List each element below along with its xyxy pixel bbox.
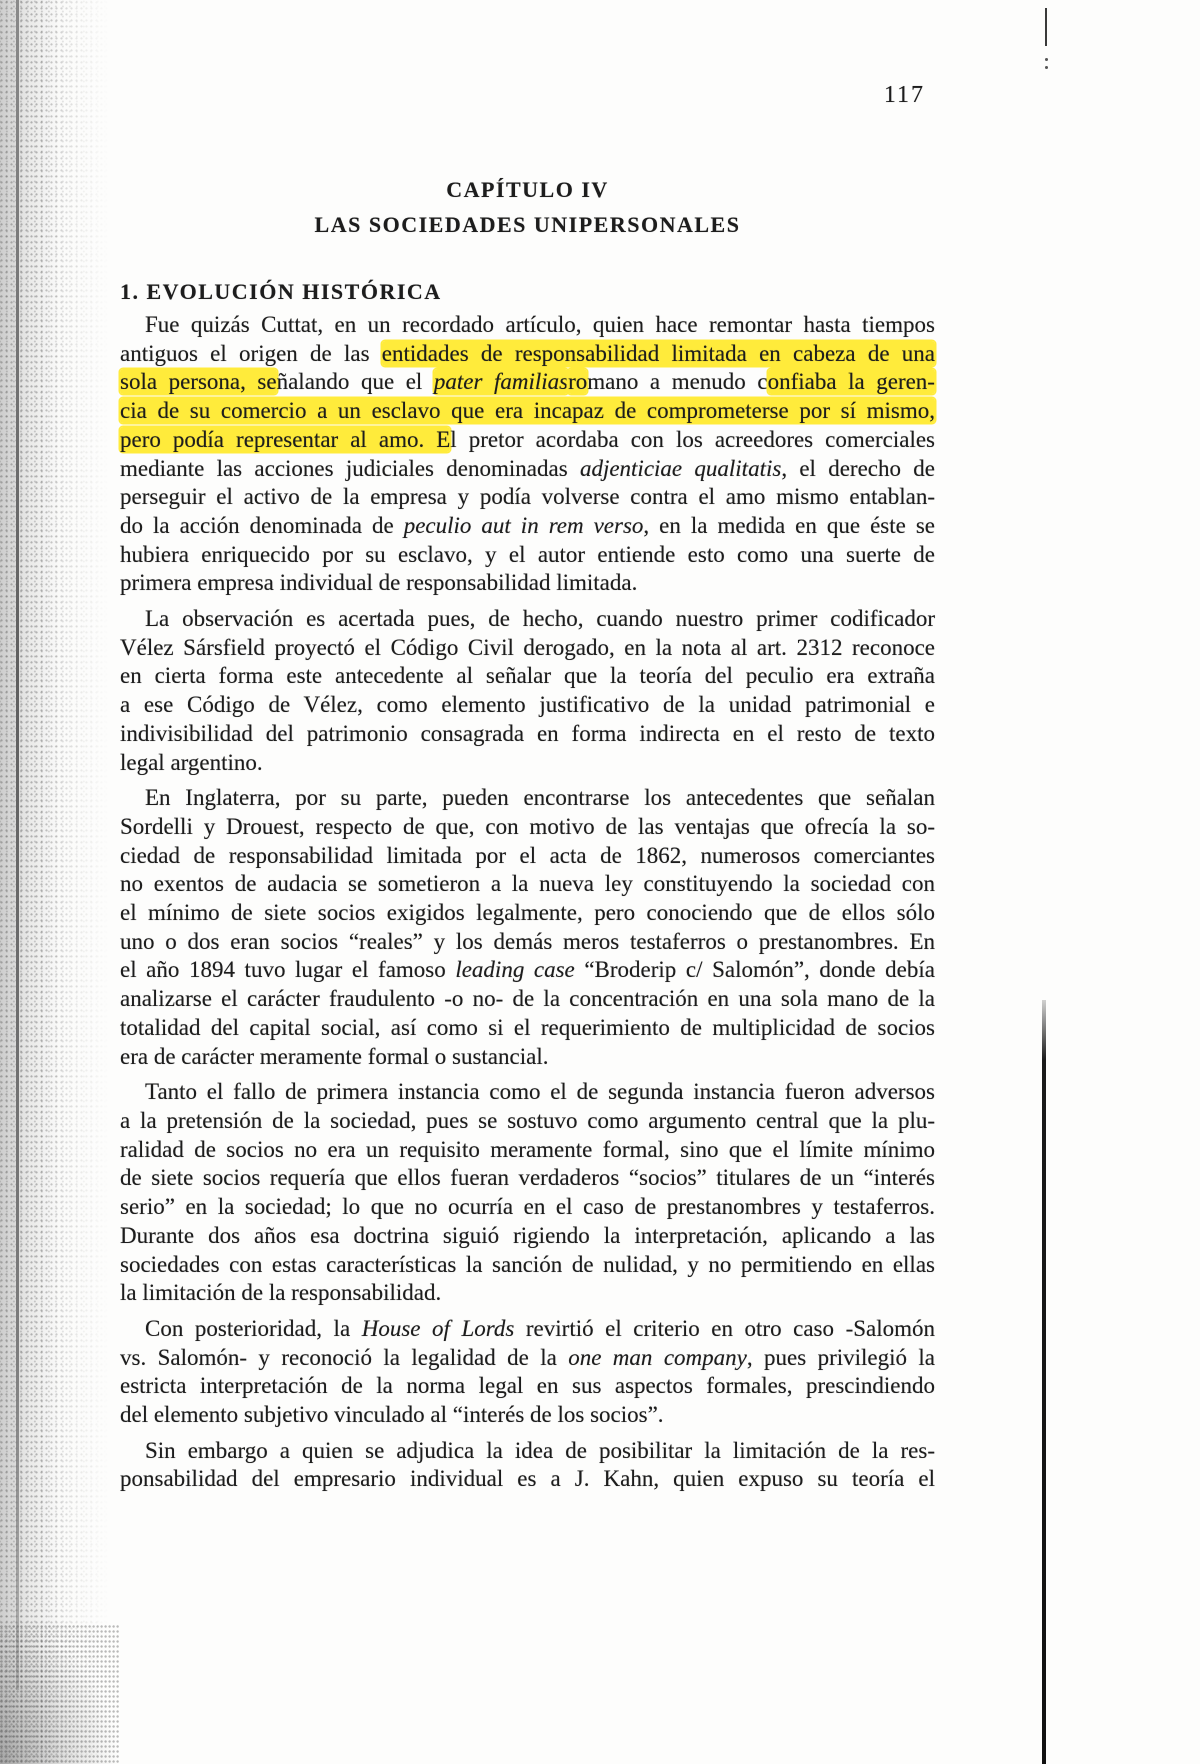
text-segment: Fue quizás Cuttat, en un recordado artículo, quien hace remontar hasta tiempos — [145, 312, 935, 337]
text-segment: el año 1894 tuvo lugar el famoso — [120, 957, 456, 983]
paragraph-4 — [120, 1078, 935, 1308]
italic-text: leading case — [455, 957, 575, 983]
text-line — [120, 784, 935, 813]
text-line — [120, 813, 935, 842]
text-segment: mediante las acciones judiciales denominadas — [120, 455, 580, 481]
text-segment: ponsabilidad del empresario individual es a J. Kahn, quien expuso su teoría el — [120, 1466, 935, 1492]
text-segment: Vélez Sársfield proyectó el Código Civil derogado, en la nota al art. 2312 reconoce — [120, 634, 935, 660]
chapter-label: CAPÍTULO IV — [446, 177, 609, 202]
text-line — [120, 1251, 935, 1280]
page-edge-line — [1042, 1000, 1046, 1764]
text-segment: Sordelli y Drouest, respecto de que, con motivo de las ventajas que ofrecía la so- — [120, 813, 935, 839]
paragraph-6 — [120, 1437, 935, 1494]
text-segment: hubiera enriquecido por su esclavo, y el autor entiende esto como una suerte de — [120, 541, 935, 567]
highlighted-text: cia de su comercio a un esclavo que era incapaz de comprometerse por sí mismo, — [120, 398, 935, 424]
text-line — [120, 483, 935, 512]
text-segment: Sin embargo a quien se adjudica la idea de posibilitar la limitación de la res- — [145, 1437, 935, 1463]
text-segment: vs. Salomón- y reconoció la legalidad de la — [120, 1344, 569, 1370]
text-segment: no exentos de audacia se sometieron a la nueva ley constituyendo la sociedad con — [120, 871, 935, 897]
text-segment: uno o dos eran socios “reales” y los demás meros testaferros o prestanombres. En — [120, 928, 935, 954]
text-segment: a ese Código de Vélez, como elemento justificativo de la unidad patrimonial e — [120, 692, 935, 718]
page-number: 117 — [883, 82, 925, 108]
text-line — [120, 1401, 935, 1430]
text-line — [120, 311, 935, 340]
text-line — [120, 569, 935, 598]
text-segment: el mínimo de siete socios exigidos legalmente, pero conociendo que de ellos sólo — [120, 900, 935, 926]
highlighted-text: entidades de responsabilidad limitada en cabeza de una — [381, 340, 935, 366]
text-line — [120, 662, 935, 691]
highlighted-text: pater familias — [433, 369, 569, 395]
text-line — [120, 720, 935, 749]
paragraph-5 — [120, 1315, 935, 1430]
text-line — [120, 397, 935, 426]
text-line — [120, 691, 935, 720]
highlighted-text: pero podía representar al amo. E — [120, 426, 451, 452]
text-segment: primera empresa individual de responsabilidad limitada. — [120, 570, 638, 596]
text-line — [120, 634, 935, 663]
text-segment: ralidad de socios no era un requisito meramente formal, sino que el límite mínimo — [120, 1136, 935, 1162]
text-line — [120, 842, 935, 871]
text-segment: indivisibilidad del patrimonio consagrada en forma indirecta en el resto de texto — [120, 720, 935, 746]
text-segment: Con posterioridad, la — [145, 1315, 362, 1341]
corner-scan-shadow — [0, 1624, 120, 1764]
text-segment: , en la medida en que éste se — [643, 512, 935, 538]
text-segment: analizarse el carácter fraudulento -o no- de la concentración en una sola mano de la — [120, 986, 935, 1012]
text-line — [120, 749, 935, 778]
text-line — [120, 899, 935, 928]
italic-text: House of Lords — [361, 1315, 515, 1341]
text-segment: ñalando que el — [276, 369, 434, 395]
text-line — [120, 1372, 935, 1401]
text-line — [120, 1279, 935, 1308]
text-segment: do la acción denominada de — [120, 512, 404, 538]
text-segment: a la pretensión de la sociedad, pues se sostuvo como argumento central que la plu- — [120, 1107, 935, 1133]
text-segment: revirtió el criterio en otro caso -Salomón — [514, 1315, 936, 1341]
text-segment: perseguir el activo de la empresa y podía volverse contra el amo mismo entablan- — [120, 484, 935, 510]
italic-text: adjenticiae qualitatis — [579, 455, 782, 481]
text-line — [120, 426, 935, 455]
spine-edge-line — [16, 0, 19, 1690]
text-segment: Tanto el fallo de primera instancia como el de segunda instancia fueron adversos — [145, 1079, 935, 1105]
text-line — [120, 512, 935, 541]
text-segment: serio” en la sociedad; lo que no ocurría en el caso de prestanombres y testaferros. — [120, 1194, 935, 1220]
text-segment: en cierta forma este antecedente al señalar que la teoría del peculio era extraña — [120, 663, 935, 689]
page-edge-dot — [1045, 58, 1048, 61]
text-line — [120, 1193, 935, 1222]
page-edge-mark — [1045, 8, 1047, 46]
text-segment: sociedades con estas características la sanción de nulidad, y no permitiendo en ellas — [120, 1251, 935, 1277]
highlighted-text: sola persona, se — [120, 369, 277, 395]
text-line — [120, 455, 935, 484]
text-line — [120, 1107, 935, 1136]
text-line — [120, 1465, 935, 1494]
text-line — [120, 1344, 935, 1373]
text-line — [120, 956, 935, 985]
text-segment: de siete socios requería que ellos fueran verdaderos “socios” titulares de un “interés — [120, 1165, 935, 1191]
text-segment: Durante dos años esa doctrina siguió rigiendo la interpretación, aplicando a las — [120, 1222, 935, 1248]
text-line — [120, 928, 935, 957]
text-segment: , el derecho de — [781, 455, 936, 481]
text-segment: antiguos el origen de las — [120, 340, 382, 366]
text-segment: la limitación de la responsabilidad. — [120, 1280, 442, 1306]
text-segment: del elemento subjetivo vinculado al “interés de los socios”. — [120, 1402, 664, 1428]
chapter-title: LAS SOCIEDADES UNIPERSONALES — [314, 212, 741, 237]
text-line — [120, 541, 935, 570]
text-segment: La observación es acertada pues, de hecho, cuando nuestro primer codificador — [145, 606, 935, 632]
paragraph-2 — [120, 605, 935, 777]
text-line — [120, 1164, 935, 1193]
text-segment: mano a menudo c — [587, 369, 768, 395]
italic-text: peculio aut in rem verso — [403, 512, 644, 538]
text-segment: “Broderip c/ Salomón”, donde debía — [574, 957, 935, 983]
text-line — [120, 1136, 935, 1165]
text-segment: En Inglaterra, por su parte, pueden encontrarse los antecedentes que señalan — [145, 785, 935, 811]
highlighted-text: onfiaba la geren- — [767, 369, 935, 395]
text-line — [120, 368, 935, 397]
text-segment: l pretor acordaba con los acreedores comerciales — [450, 426, 935, 452]
text-line — [120, 1043, 935, 1072]
italic-text: one man company — [568, 1344, 747, 1370]
text-line — [120, 340, 935, 369]
text-line — [120, 605, 935, 634]
body-text — [120, 311, 935, 1494]
section-heading: 1. EVOLUCIÓN HISTÓRICA — [120, 279, 442, 304]
text-line — [120, 870, 935, 899]
text-line — [120, 1078, 935, 1107]
text-segment: legal argentino. — [120, 749, 263, 775]
paragraph-1 — [120, 311, 935, 598]
highlighted-text: ro — [568, 369, 588, 395]
text-line — [120, 1014, 935, 1043]
text-line — [120, 1315, 935, 1344]
text-line — [120, 1437, 935, 1466]
text-segment: totalidad del capital social, así como si el requerimiento de multiplicidad de socios — [120, 1014, 935, 1040]
page-edge-dot — [1045, 66, 1048, 69]
text-line — [120, 985, 935, 1014]
text-segment: era de carácter meramente formal o sustancial. — [120, 1043, 549, 1069]
paragraph-3 — [120, 784, 935, 1071]
text-line — [120, 1222, 935, 1251]
text-segment: ciedad de responsabilidad limitada por el acta de 1862, numerosos comerciantes — [120, 842, 935, 868]
text-segment: , pues privilegió la — [746, 1344, 935, 1370]
text-segment: estricta interpretación de la norma legal en sus aspectos formales, prescindiendo — [120, 1373, 935, 1399]
